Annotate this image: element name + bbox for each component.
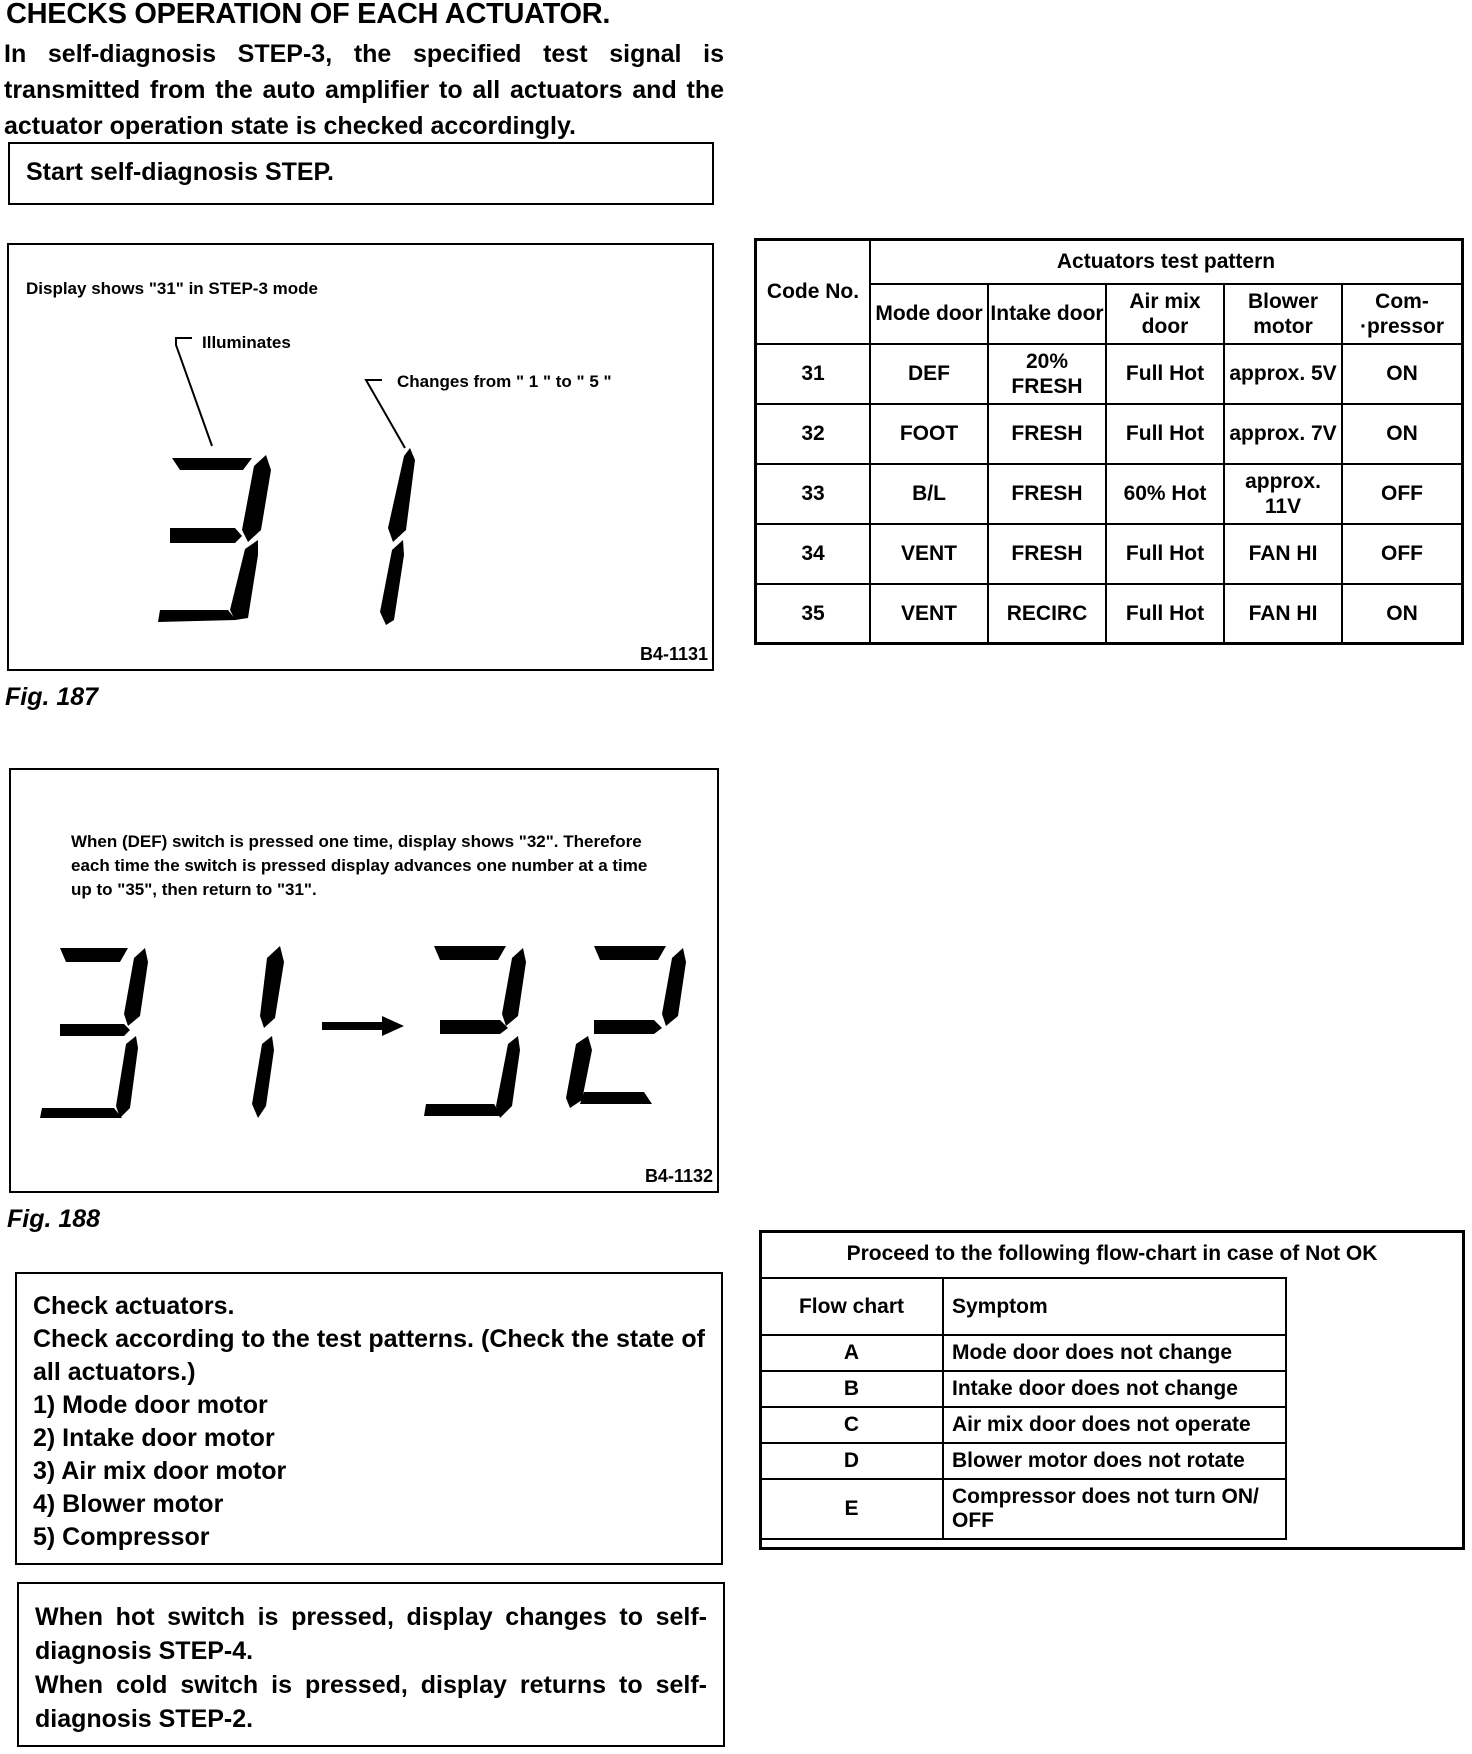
fig187-caption: Display shows "31" in STEP-3 mode xyxy=(26,279,318,298)
cell-symptom: Air mix door does not operate xyxy=(943,1407,1286,1443)
cell-compressor: ON xyxy=(1342,344,1463,404)
col-header-compressor: Com-·pressor xyxy=(1342,284,1463,344)
table-row xyxy=(760,1335,1286,1371)
fig188-label: Fig. 188 xyxy=(7,1205,101,1233)
cell-blower-motor: approx. 7V xyxy=(1224,404,1342,464)
fig187-callout-changes: Changes from " 1 " to " 5 " xyxy=(397,372,612,391)
cell-intake-door: FRESH xyxy=(988,404,1106,464)
list-item: 3) Air mix door motor xyxy=(33,1457,287,1485)
table-row xyxy=(760,1371,1286,1407)
cell-symptom: Compressor does not turn ON/ OFF xyxy=(943,1479,1286,1539)
hot-switch-text: When hot switch is pressed, display changes to self-diagnosis STEP-4. xyxy=(35,1603,707,1665)
check-actuators-heading: Check actuators. xyxy=(33,1292,235,1320)
start-step-text: Start self-diagnosis STEP. xyxy=(26,158,334,186)
cell-code: 33 xyxy=(756,464,871,524)
fig187-label: Fig. 187 xyxy=(5,683,99,711)
table-row xyxy=(760,1407,1286,1443)
list-item: 5) Compressor xyxy=(33,1523,210,1551)
cell-flow-chart: A xyxy=(760,1335,943,1371)
cold-switch-text: When cold switch is pressed, display returns to self-diagnosis STEP-2. xyxy=(35,1671,707,1733)
switch-step-box xyxy=(17,1582,725,1747)
page-title: CHECKS OPERATION OF EACH ACTUATOR. xyxy=(6,0,611,30)
cell-mode-door: B/L xyxy=(870,464,988,524)
check-actuators-instruction: Check according to the test patterns. (Check the state of all actuators.) xyxy=(33,1325,705,1386)
check-actuators-box xyxy=(15,1272,723,1565)
table-row xyxy=(756,464,1463,524)
cell-compressor: OFF xyxy=(1342,524,1463,584)
cell-code: 32 xyxy=(756,404,871,464)
cell-air-mix-door: Full Hot xyxy=(1106,404,1224,464)
col-header-intake-door: Intake door xyxy=(988,284,1106,344)
flow-chart-header: Proceed to the following flow-chart in case of Not OK xyxy=(846,1242,1378,1265)
cell-compressor: ON xyxy=(1342,404,1463,464)
flow-chart-table xyxy=(759,1277,1287,1540)
cell-blower-motor: FAN HI xyxy=(1224,524,1342,584)
fig187-ref: B4-1131 xyxy=(639,644,708,664)
code-no-header: Code No. xyxy=(756,240,871,344)
cell-mode-door: FOOT xyxy=(870,404,988,464)
cell-mode-door: VENT xyxy=(870,584,988,644)
cell-flow-chart: C xyxy=(760,1407,943,1443)
cell-intake-door: FRESH xyxy=(988,464,1106,524)
cell-mode-door: DEF xyxy=(870,344,988,404)
cell-compressor: ON xyxy=(1342,584,1463,644)
actuators-test-pattern-header: Actuators test pattern xyxy=(870,240,1463,284)
fig187-callout-illuminates: Illuminates xyxy=(202,333,291,352)
cell-intake-door: RECIRC xyxy=(988,584,1106,644)
fig188-ref: B4-1132 xyxy=(644,1166,713,1186)
cell-air-mix-door: Full Hot xyxy=(1106,344,1224,404)
col-header-mode-door: Mode door xyxy=(870,284,988,344)
col-header-blower-motor: Blower motor xyxy=(1224,284,1342,344)
cell-compressor: OFF xyxy=(1342,464,1463,524)
fig188-caption: When (DEF) switch is pressed one time, display shows "32". Therefore each time the switch is pressed display advances one number at a time up to "35", then return to "31". xyxy=(71,832,648,899)
seven-segment-display-31-to-32 xyxy=(0,0,740,1200)
cell-symptom: Mode door does not change xyxy=(943,1335,1286,1371)
cell-air-mix-door: 60% Hot xyxy=(1106,464,1224,524)
list-item: 1) Mode door motor xyxy=(33,1391,268,1419)
table-row xyxy=(756,344,1463,404)
col-header-symptom: Symptom xyxy=(943,1278,1286,1335)
list-item: 4) Blower motor xyxy=(33,1490,224,1518)
table-row xyxy=(756,524,1463,584)
table-row xyxy=(760,1443,1286,1479)
cell-symptom: Intake door does not change xyxy=(943,1371,1286,1407)
cell-symptom: Blower motor does not rotate xyxy=(943,1443,1286,1479)
cell-code: 35 xyxy=(756,584,871,644)
cell-blower-motor: approx. 5V xyxy=(1224,344,1342,404)
cell-code: 34 xyxy=(756,524,871,584)
cell-air-mix-door: Full Hot xyxy=(1106,584,1224,644)
cell-air-mix-door: Full Hot xyxy=(1106,524,1224,584)
cell-flow-chart: B xyxy=(760,1371,943,1407)
cell-code: 31 xyxy=(756,344,871,404)
col-header-flow-chart: Flow chart xyxy=(760,1278,943,1335)
intro-paragraph: In self-diagnosis STEP-3, the specified test signal is transmitted from the auto amplifier to all actuators and the actuator operation state is checked accordingly. xyxy=(4,40,724,140)
cell-flow-chart: E xyxy=(760,1479,943,1539)
table-row xyxy=(756,584,1463,644)
actuator-list xyxy=(33,1389,705,1554)
list-item: 2) Intake door motor xyxy=(33,1424,275,1452)
cell-blower-motor: approx. 11V xyxy=(1224,464,1342,524)
actuator-test-pattern-table xyxy=(754,238,1464,645)
cell-intake-door: FRESH xyxy=(988,524,1106,584)
table-row xyxy=(760,1479,1286,1539)
col-header-air-mix-door: Air mix door xyxy=(1106,284,1224,344)
table-row xyxy=(756,404,1463,464)
cell-intake-door: 20% FRESH xyxy=(988,344,1106,404)
cell-flow-chart: D xyxy=(760,1443,943,1479)
cell-blower-motor: FAN HI xyxy=(1224,584,1342,644)
cell-mode-door: VENT xyxy=(870,524,988,584)
